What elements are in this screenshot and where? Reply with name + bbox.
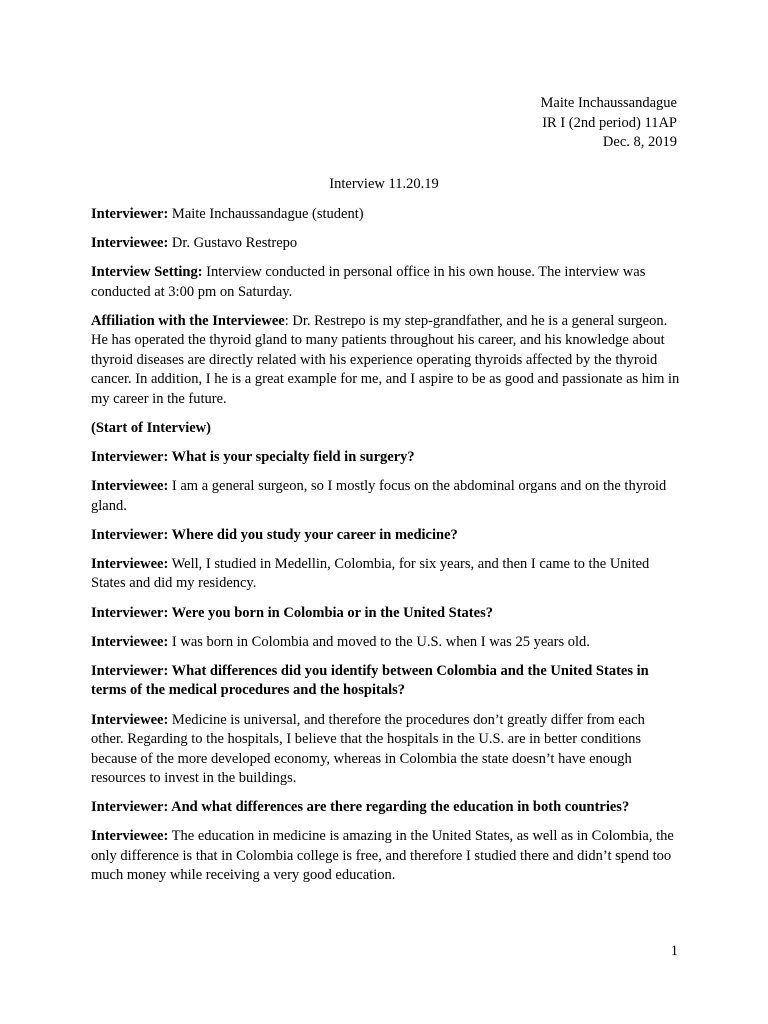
paragraph-text: And what differences are there regarding the education in both countries? (168, 799, 630, 816)
paragraph-text: The education in medicine is amazing in the United States, as well as in Colombia, the only difference is that in Colombia college is free, and therefore I studied there and didn’t spend too much money while receiving a very good education. (91, 828, 674, 884)
paragraph-label: Interviewee: (91, 556, 169, 573)
paragraph-label: (Start of Interview) (91, 419, 211, 436)
paragraph-text: Interview conducted in personal office in his own house. The interview was conducted at 3:00 pm on Saturday. (91, 264, 646, 300)
paragraph (91, 555, 681, 594)
paragraph-text: Were you born in Colombia or in the United States? (168, 604, 493, 621)
paragraph (91, 477, 681, 516)
paragraph-text: Where did you study your career in medicine? (168, 526, 458, 543)
paragraph-text: Well, I studied in Medellin, Colombia, for six years, and then I came to the United States and did my residency. (91, 556, 650, 592)
paragraph-text: Dr. Gustavo Restrepo (168, 235, 298, 252)
paragraph-label: Interviewer: (91, 663, 169, 680)
paragraph (91, 448, 681, 467)
paragraph-text: I am a general surgeon, so I mostly focus on the abdominal organs and on the thyroid gland. (91, 478, 667, 514)
paragraph-text: I was born in Colombia and moved to the U.S. when I was 25 years old. (168, 633, 590, 650)
paragraph (91, 604, 681, 623)
paragraph-label: Interviewer: (91, 449, 169, 466)
paragraph-label: Interviewer: (91, 526, 169, 543)
page-number: 1 (670, 943, 678, 959)
paragraph (91, 205, 681, 224)
paragraph (91, 419, 681, 438)
paragraph-label: Interviewer: (91, 206, 169, 222)
paragraph (91, 633, 681, 652)
paragraph (91, 234, 681, 253)
paragraph-text: Medicine is universal, and therefore the procedures don’t greatly differ from each other. Regarding to the hospitals, I believe that the hospitals in the U.S. are in better conditions because of the more developed economy, whereas in Colombia the state doesn’t have enough resources to invest in the buildings. (91, 711, 645, 786)
paragraph-label: Affiliation with the Interviewee (91, 313, 285, 330)
document-body (91, 205, 681, 895)
paragraph (91, 711, 681, 789)
paragraph-label: Interviewer: (91, 604, 169, 621)
paragraph (91, 827, 681, 885)
author-name: Maite Inchaussandague (540, 95, 677, 111)
paragraph-text: Maite Inchaussandague (student) (168, 206, 364, 222)
paragraph-text: What differences did you identify between Colombia and the United States in terms of the medical procedures and the hospitals? (91, 663, 649, 699)
paragraph-label: Interviewer: (91, 799, 169, 816)
header-block (541, 94, 678, 153)
paragraph (91, 263, 681, 302)
paragraph-label: Interviewee: (91, 478, 169, 495)
paragraph (91, 312, 681, 409)
paragraph (91, 662, 681, 701)
paragraph (91, 798, 681, 817)
paragraph-text: What is your specialty field in surgery? (168, 449, 415, 466)
paragraph-label: Interviewee: (91, 633, 169, 650)
paragraph-label: Interview Setting: (91, 264, 203, 281)
paragraph (91, 526, 681, 545)
paragraph-label: Interviewee: (91, 828, 169, 845)
document-date: Dec. 8, 2019 (602, 134, 677, 151)
document-title: Interview 11.20.19 (329, 176, 439, 192)
course-info: IR I (2nd period) 11AP (542, 114, 677, 131)
paragraph-text: : Dr. Restrepo is my step-grandfather, and he is a general surgeon. He has operated the thyroid gland to many patients throughout his career, and his knowledge about thyroid diseases are directly related with his experience operating thyroids affected by the thyroid cancer. In addition, I he is a great example for me, and I aspire to be as good and passionate as him in my career in the future. (91, 313, 680, 407)
paragraph-label: Interviewee: (91, 711, 169, 728)
paragraph-label: Interviewee: (91, 235, 169, 252)
